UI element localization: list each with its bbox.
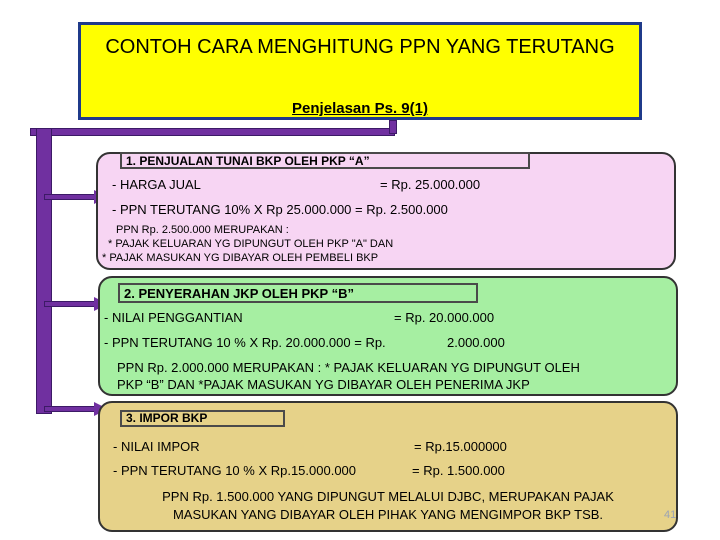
section-1-line1-value: = Rp. 25.000.000	[380, 177, 481, 192]
section-3-header: 3. IMPOR BKP	[120, 410, 285, 427]
section-3-line2-value: = Rp. 1.500.000	[412, 463, 505, 478]
page-subtitle: Penjelasan Ps. 9(1)	[292, 100, 428, 117]
section-2-note1: PPN Rp. 2.000.000 MERUPAKAN : * PAJAK KELUARAN YG DIPUNGUT OLEH	[117, 360, 580, 375]
title-box	[78, 22, 642, 120]
section-1-note2: * PAJAK KELUARAN YG DIPUNGUT OLEH PKP "A" DAN	[108, 238, 394, 250]
section-1-line2: - PPN TERUTANG 10% X Rp 25.000.000 = Rp. 2.500.000	[112, 202, 448, 217]
section-1-note1: PPN Rp. 2.500.000 MERUPAKAN :	[116, 224, 289, 236]
section-3-line2-label: - PPN TERUTANG 10 % X Rp.15.000.000	[113, 463, 357, 478]
section-3-note2: MASUKAN YANG DIBAYAR OLEH PIHAK YANG MENGIMPOR BKP TSB.	[172, 507, 604, 522]
connector-horizontal	[30, 128, 395, 136]
section-1-note3: * PAJAK MASUKAN YG DIBAYAR OLEH PEMBELI BKP	[102, 252, 379, 264]
page-title: CONTOH CARA MENGHITUNG PPN YANG TERUTANG	[105, 36, 615, 58]
section-2-line1-value: = Rp. 20.000.000	[394, 310, 495, 325]
section-2-line2-value: 2.000.000	[447, 335, 505, 350]
slide-number: 41	[664, 509, 677, 521]
section-3-note1: PPN Rp. 1.500.000 YANG DIPUNGUT MELALUI DJBC, MERUPAKAN PAJAK	[162, 489, 614, 504]
section-3-line1-value: = Rp.15.000000	[414, 439, 507, 454]
section-2-line2-label: - PPN TERUTANG 10 % X Rp. 20.000.000 = Rp.	[104, 335, 386, 350]
section-2-line1-label: - NILAI PENGGANTIAN	[104, 310, 243, 325]
section-2-header: 2. PENYERAHAN JKP OLEH PKP “B”	[118, 283, 478, 303]
section-1-line1-label: - HARGA JUAL	[112, 177, 201, 192]
section-2-note2: PKP “B” DAN *PAJAK MASUKAN YG DIBAYAR OLEH PENERIMA JKP	[117, 377, 530, 392]
connector-down-stub	[389, 120, 397, 134]
section-3-line1-label: - NILAI IMPOR	[113, 439, 200, 454]
section-1-header: 1. PENJUALAN TUNAI BKP OLEH PKP “A”	[120, 152, 530, 169]
connector-vertical	[36, 128, 52, 414]
